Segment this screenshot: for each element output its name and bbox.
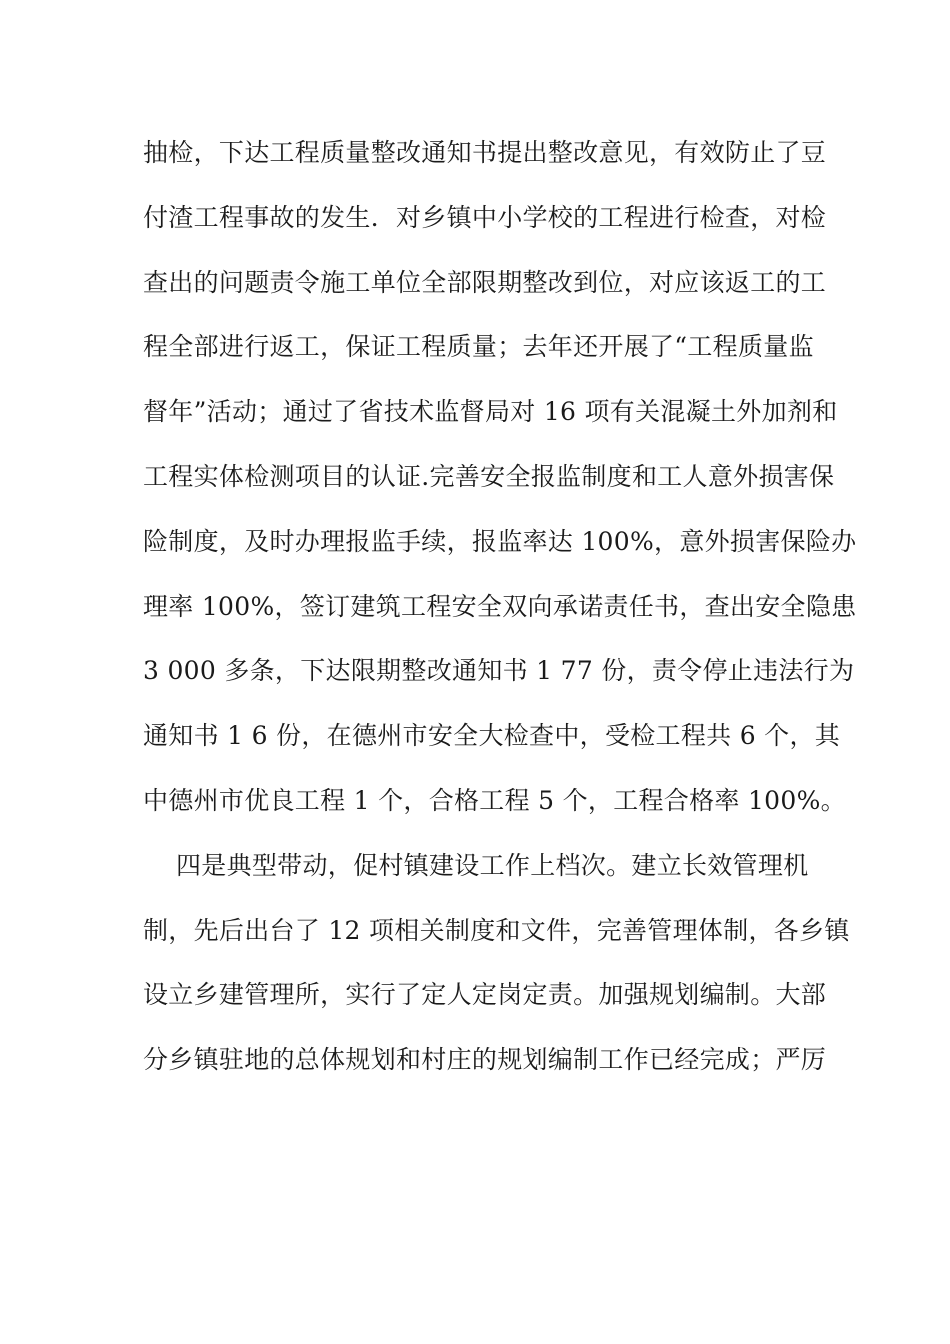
text-line: 设立乡建管理所，实行了定人定岗定责。加强规划编制。大部: [143, 980, 827, 1010]
text-line: 查出的问题责令施工单位全部限期整改到位，对应该返工的工: [143, 267, 827, 297]
text-line: 制，先后出台了 12 项相关制度和文件，完善管理体制，各乡镇: [143, 915, 850, 945]
body-text: [143, 128, 857, 1100]
text-line: 工程实体检测项目的认证.完善安全报监制度和工人意外损害保: [143, 461, 835, 491]
text-line: 程全部进行返工，保证工程质量；去年还开展了“工程质量监: [143, 332, 814, 362]
text-line: 通知书 1 6 份，在德州市安全大检查中，受检工程共 6 个，其: [143, 721, 841, 751]
text-line: 抽检，下达工程质量整改通知书提出整改意见，有效防止了豆: [143, 138, 827, 167]
paragraph-start-line: 四是典型带动，促村镇建设工作上档次。建立长效管理机: [143, 850, 809, 880]
text-line: 付渣工程事故的发生．对乡镇中小学校的工程进行检查，对检: [143, 202, 827, 232]
text-line: 分乡镇驻地的总体规划和村庄的规划编制工作已经完成；严厉: [143, 1045, 827, 1075]
text-line: 险制度，及时办理报监手续，报监率达 100%，意外损害保险办: [143, 526, 857, 556]
text-line: 督年”活动；通过了省技术监督局对 16 项有关混凝土外加剂和: [143, 397, 838, 427]
text-line: 理率 100%，签订建筑工程安全双向承诺责任书，查出安全隐患: [143, 591, 857, 621]
text-line: 3 000 多条，下达限期整改通知书 1 77 份，责令停止违法行为: [143, 656, 855, 686]
text-line: 中德州市优良工程 1 个，合格工程 5 个，工程合格率 100%。: [143, 785, 846, 815]
